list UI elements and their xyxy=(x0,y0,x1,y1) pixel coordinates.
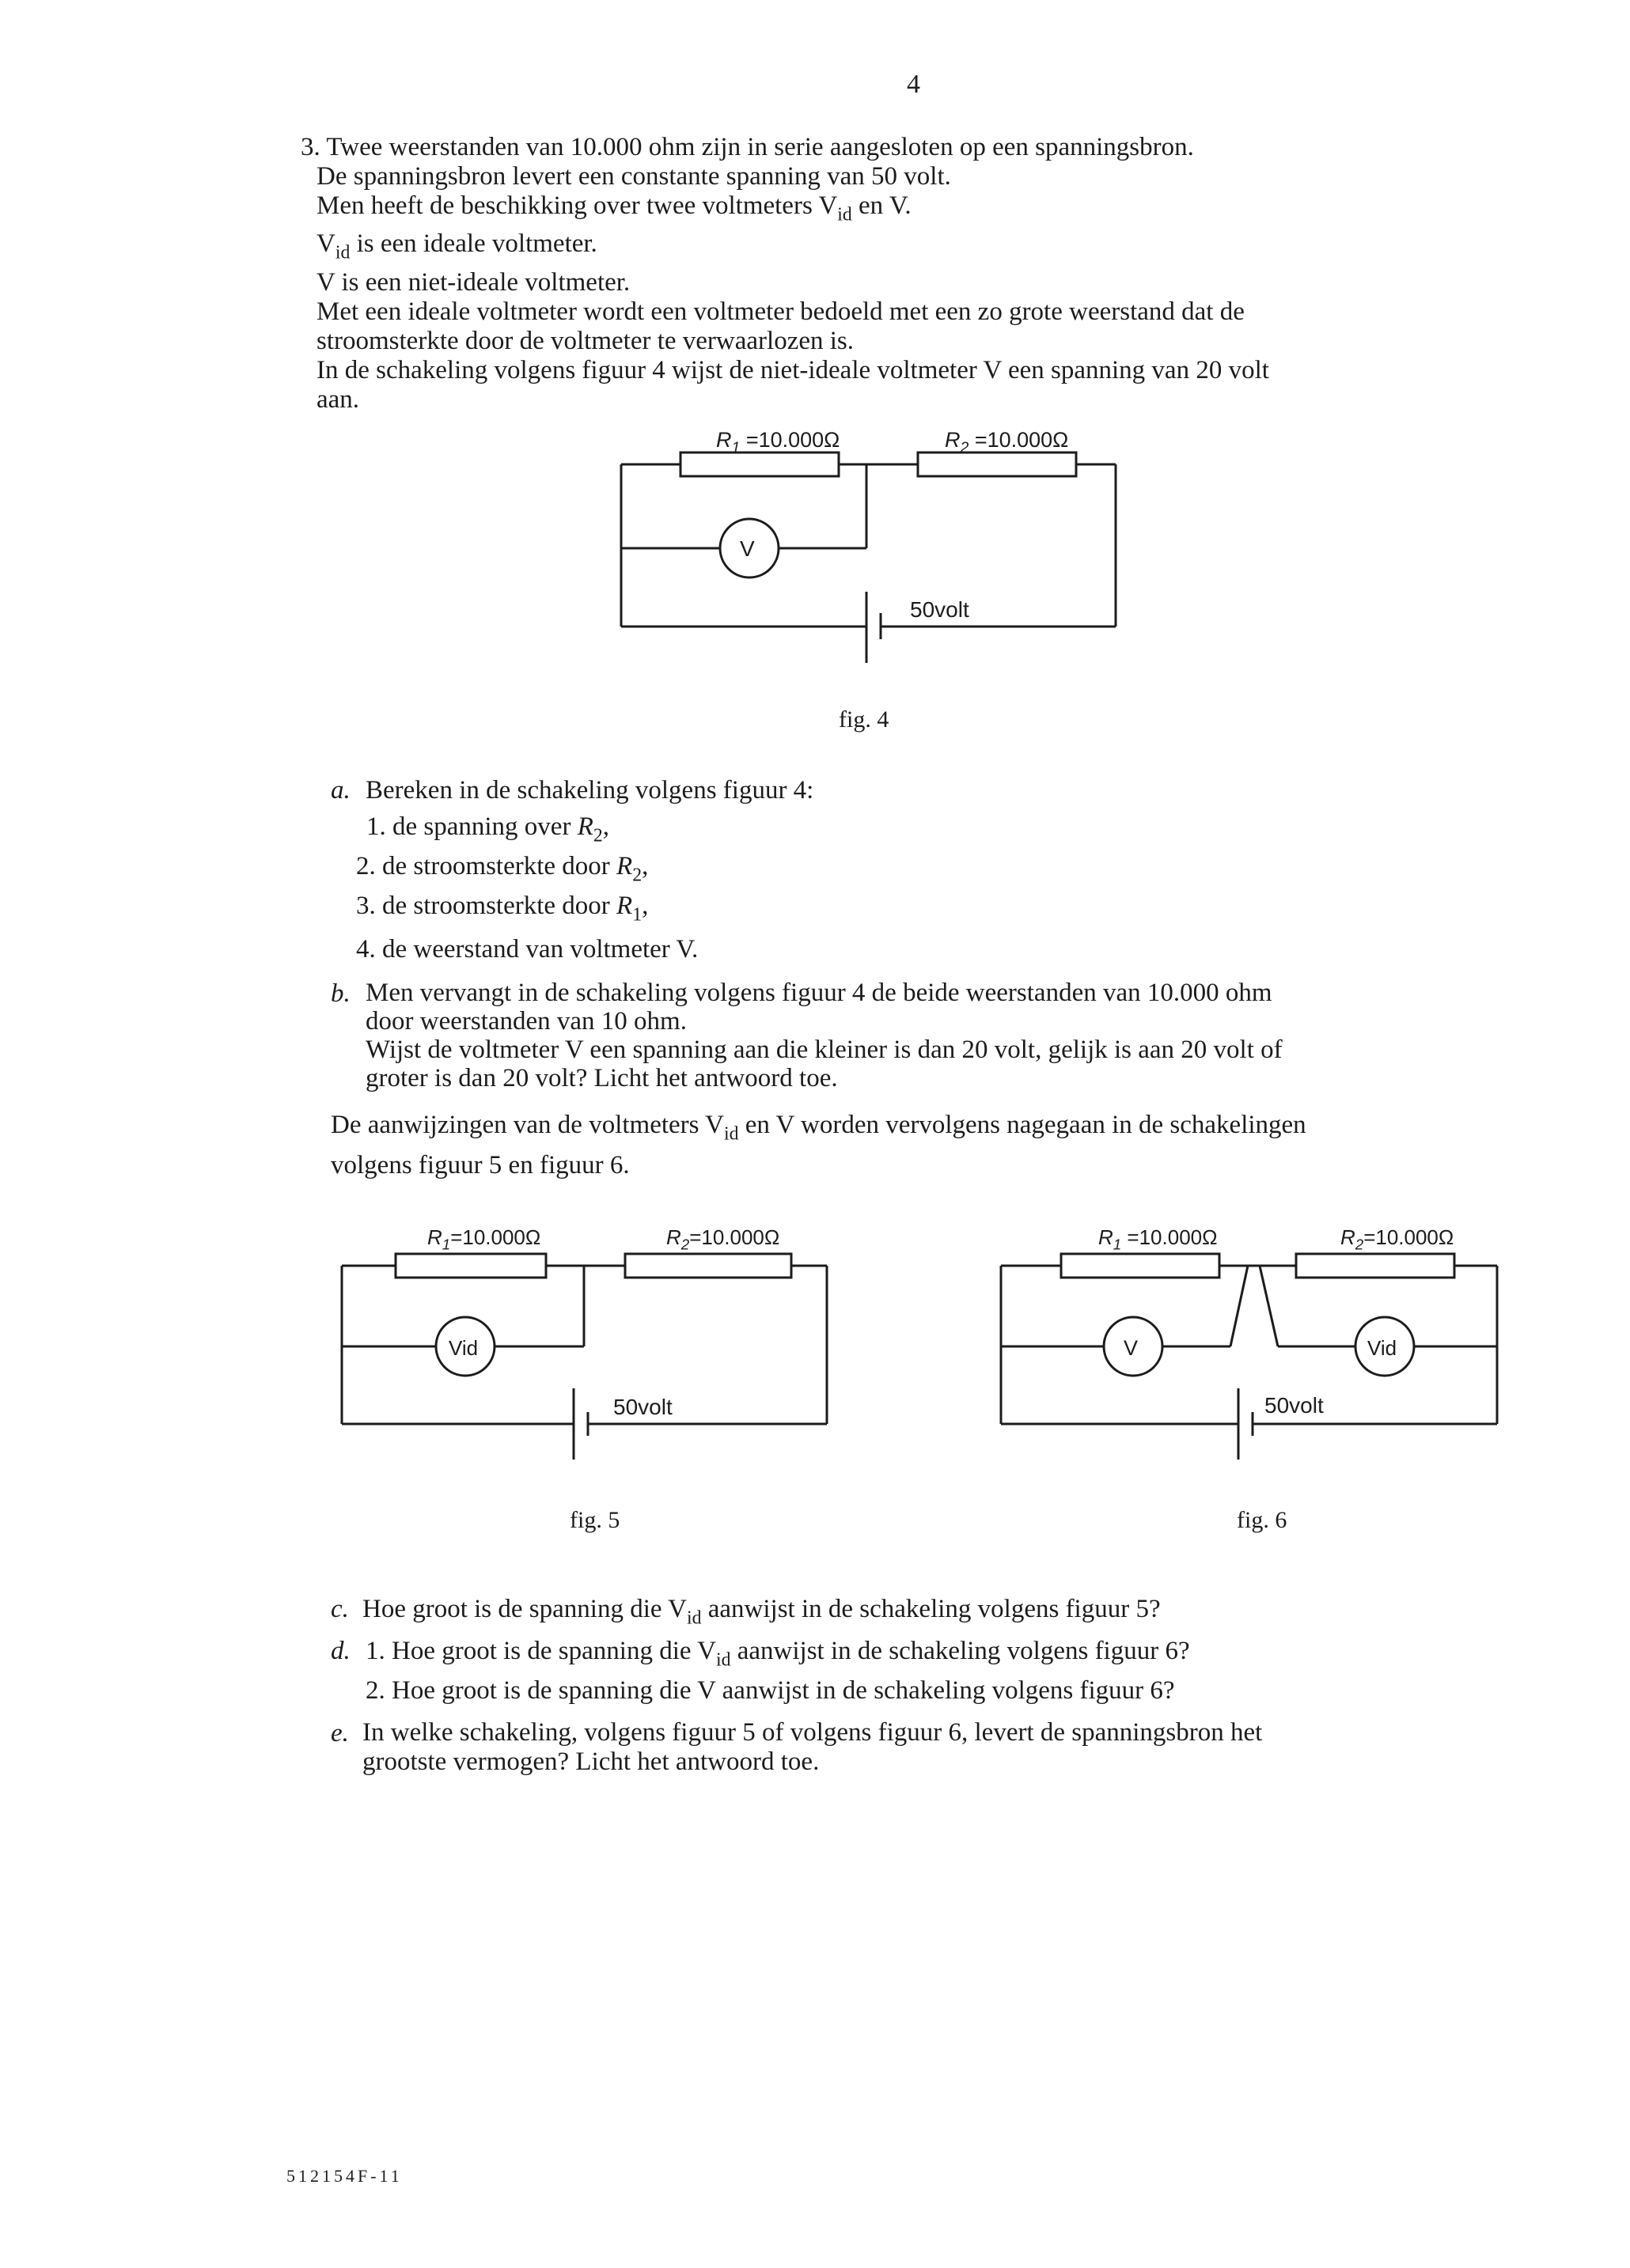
question-a-item-2: 2. de stroomsterkte door $R_2$, xyxy=(356,852,649,886)
fig5-voltmeter-label: Vid xyxy=(449,1336,479,1360)
question-a-item-1: 1. de spanning over $R_2$, xyxy=(366,812,609,846)
question-d-label: d. xyxy=(331,1637,351,1665)
fig6-voltmeter-v-label: V xyxy=(1124,1336,1139,1360)
fig4-caption: fig. 4 xyxy=(839,706,889,733)
question-a-item-3: 3. de stroomsterkte door $R_1$, xyxy=(356,892,649,926)
intro-line-9: aan. xyxy=(317,384,360,414)
question-b-line-4: groter is dan 20 volt? Licht het antwoord toe. xyxy=(366,1064,838,1092)
intro-line-8: In de schakeling volgens figuur 4 wijst de niet-ideale voltmeter V een spanning van 20 volt xyxy=(317,355,1269,384)
question-b xyxy=(331,979,1283,1092)
fig4-r1-label: $R_1 =10.000\Omega$ xyxy=(716,428,840,456)
question-d-item-2: 2. Hoe groot is de spanning die V aanwijst in de schakeling volgens figuur 6? xyxy=(366,1676,1175,1705)
intro-paragraph xyxy=(301,133,1269,415)
question-d xyxy=(331,1636,1190,1675)
intro-line-5: V is een niet-ideale voltmeter. xyxy=(317,267,631,297)
fig4-source-label: 50volt xyxy=(910,597,969,622)
intro-line-3: Men heeft de beschikking over twee voltmeters $V_{id}$ en V. xyxy=(317,191,912,225)
question-a-label: a. xyxy=(331,776,351,805)
figure-5-circuit xyxy=(332,1242,839,1479)
question-b-line-3: Wijst de voltmeter V een spanning aan die kleiner is dan 20 volt, gelijk is aan 20 volt of xyxy=(366,1036,1283,1064)
intro-line-7: stroomsterkte door de voltmeter te verwaarlozen is. xyxy=(317,326,855,355)
page-number: 4 xyxy=(907,70,920,99)
transition-line-1: De aanwijzingen van de voltmeters $V_{id}$ en V worden vervolgens nagegaan in de schakelingen xyxy=(331,1111,1306,1145)
fig6-r1-label: $R_1 =10.000\Omega$ xyxy=(1098,1225,1218,1253)
question-e xyxy=(331,1718,1262,1777)
fig6-caption: fig. 6 xyxy=(1237,1507,1287,1533)
fig6-r2-label: $R_2=10.000\Omega$ xyxy=(1340,1225,1454,1253)
fig5-r2-label: $R_2=10.000\Omega$ xyxy=(666,1225,780,1253)
question-a-text: Bereken in de schakeling volgens figuur 4: xyxy=(366,776,814,805)
intro-line-6: Met een ideale voltmeter wordt een voltmeter bedoeld met een zo grote weerstand dat de xyxy=(317,297,1245,326)
footer-code: 512154F-11 xyxy=(286,2166,403,2186)
question-b-label: b. xyxy=(331,979,351,1008)
question-b-line-2: door weerstanden van 10 ohm. xyxy=(366,1007,687,1036)
question-d-item-1: 1. Hoe groot is de spanning die $V_{id}$ aanwijst in de schakeling volgens figuur 6? xyxy=(366,1637,1190,1671)
intro-line-2: De spanningsbron levert een constante spanning van 50 volt. xyxy=(317,162,951,191)
question-e-label: e. xyxy=(331,1719,349,1747)
fig6-voltmeter-vid-label: Vid xyxy=(1367,1336,1397,1360)
question-c-label: c. xyxy=(331,1595,349,1623)
intro-line-4: $V_{id}$ is een ideale voltmeter. xyxy=(317,229,597,263)
figure-6-circuit xyxy=(993,1242,1515,1479)
question-e-line-1: In welke schakeling, volgens figuur 5 of volgens figuur 6, levert de spanningsbron het xyxy=(362,1718,1263,1747)
fig4-r2-label: $R_2 =10.000\Omega$ xyxy=(945,428,1069,456)
intro-line-1: 3. Twee weerstanden van 10.000 ohm zijn in serie aangesloten op een spanningsbron. xyxy=(301,133,1194,161)
fig5-source-label: 50volt xyxy=(613,1395,673,1419)
fig6-source-label: 50volt xyxy=(1264,1393,1324,1418)
fig4-voltmeter-label: V xyxy=(740,536,755,561)
transition-paragraph xyxy=(331,1109,1306,1181)
transition-line-2: volgens figuur 5 en figuur 6. xyxy=(331,1151,630,1180)
question-e-line-2: grootste vermogen? Licht het antwoord toe. xyxy=(362,1747,820,1776)
question-a xyxy=(331,775,813,805)
question-a-item-4: 4. de weerstand van voltmeter V. xyxy=(356,935,699,964)
question-b-line-1: Men vervangt in de schakeling volgens figuur 4 de beide weerstanden van 10.000 ohm xyxy=(366,979,1272,1007)
question-c: c. Hoe groot is de spanning die $V_{id}$ aanwijst in de schakeling volgens figuur 5? xyxy=(331,1595,1161,1629)
fig5-r1-label: $R_1=10.000\Omega$ xyxy=(427,1225,541,1253)
fig5-caption: fig. 5 xyxy=(570,1507,620,1533)
